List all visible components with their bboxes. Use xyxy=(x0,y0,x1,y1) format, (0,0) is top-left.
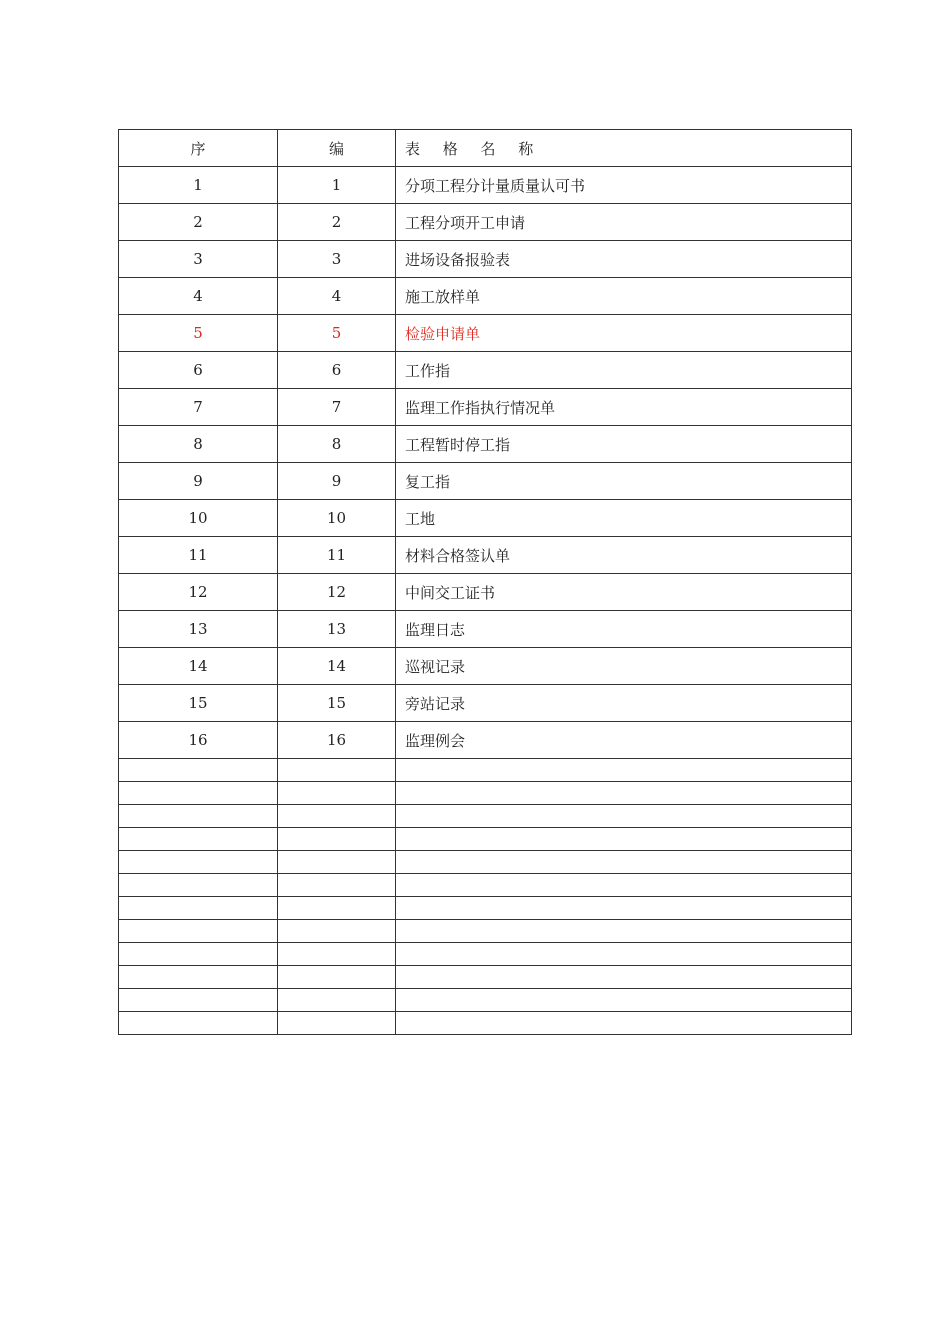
row-code: 13 xyxy=(278,611,396,648)
empty-cell xyxy=(119,782,278,805)
empty-cell xyxy=(278,874,396,897)
table-row xyxy=(119,685,852,722)
table-row xyxy=(119,315,852,352)
empty-row xyxy=(119,805,852,828)
empty-cell xyxy=(278,851,396,874)
row-name: 工程暂时停工指 xyxy=(396,426,852,463)
empty-cell xyxy=(278,989,396,1012)
row-code: 8 xyxy=(278,426,396,463)
row-seq: 4 xyxy=(119,278,278,315)
empty-row xyxy=(119,966,852,989)
empty-cell xyxy=(396,1012,852,1035)
row-name: 监理日志 xyxy=(396,611,852,648)
row-seq: 15 xyxy=(119,685,278,722)
row-name: 中间交工证书 xyxy=(396,574,852,611)
empty-row xyxy=(119,920,852,943)
empty-cell xyxy=(119,943,278,966)
empty-cell xyxy=(119,805,278,828)
empty-row xyxy=(119,943,852,966)
empty-cell xyxy=(396,851,852,874)
empty-cell xyxy=(119,1012,278,1035)
row-code: 4 xyxy=(278,278,396,315)
table-row xyxy=(119,167,852,204)
row-name: 分项工程分计量质量认可书 xyxy=(396,167,852,204)
row-name: 施工放样单 xyxy=(396,278,852,315)
empty-cell xyxy=(278,943,396,966)
empty-cell xyxy=(396,943,852,966)
empty-cell xyxy=(278,828,396,851)
row-name: 检验申请单 xyxy=(396,315,852,352)
row-code: 6 xyxy=(278,352,396,389)
row-seq: 7 xyxy=(119,389,278,426)
row-seq: 14 xyxy=(119,648,278,685)
empty-cell xyxy=(396,828,852,851)
empty-cell xyxy=(278,782,396,805)
row-name: 进场设备报验表 xyxy=(396,241,852,278)
form-list-table xyxy=(118,129,852,1035)
empty-cell xyxy=(396,759,852,782)
table-row xyxy=(119,352,852,389)
header-row xyxy=(119,130,852,167)
row-seq: 5 xyxy=(119,315,278,352)
row-name: 旁站记录 xyxy=(396,685,852,722)
row-name: 工地 xyxy=(396,500,852,537)
header-code: 编 xyxy=(278,130,396,167)
row-seq: 10 xyxy=(119,500,278,537)
row-name: 工程分项开工申请 xyxy=(396,204,852,241)
row-code: 15 xyxy=(278,685,396,722)
row-name: 监理例会 xyxy=(396,722,852,759)
empty-cell xyxy=(396,989,852,1012)
row-name: 工作指 xyxy=(396,352,852,389)
row-name: 材料合格签认单 xyxy=(396,537,852,574)
table-row xyxy=(119,574,852,611)
empty-cell xyxy=(396,897,852,920)
table-row xyxy=(119,611,852,648)
empty-cell xyxy=(278,920,396,943)
table-row xyxy=(119,278,852,315)
table-row xyxy=(119,241,852,278)
row-seq: 9 xyxy=(119,463,278,500)
row-seq: 16 xyxy=(119,722,278,759)
empty-cell xyxy=(119,897,278,920)
empty-row xyxy=(119,989,852,1012)
row-code: 16 xyxy=(278,722,396,759)
table-row xyxy=(119,648,852,685)
empty-row xyxy=(119,897,852,920)
row-code: 9 xyxy=(278,463,396,500)
row-code: 12 xyxy=(278,574,396,611)
table-row xyxy=(119,500,852,537)
row-code: 2 xyxy=(278,204,396,241)
empty-row xyxy=(119,759,852,782)
empty-row xyxy=(119,851,852,874)
row-code: 10 xyxy=(278,500,396,537)
row-seq: 1 xyxy=(119,167,278,204)
row-seq: 6 xyxy=(119,352,278,389)
row-name: 巡视记录 xyxy=(396,648,852,685)
row-seq: 13 xyxy=(119,611,278,648)
table-row xyxy=(119,537,852,574)
empty-cell xyxy=(396,966,852,989)
empty-cell xyxy=(119,759,278,782)
row-code: 5 xyxy=(278,315,396,352)
table-row xyxy=(119,204,852,241)
row-code: 7 xyxy=(278,389,396,426)
table-row xyxy=(119,389,852,426)
empty-row xyxy=(119,828,852,851)
row-seq: 8 xyxy=(119,426,278,463)
empty-cell xyxy=(396,782,852,805)
row-code: 11 xyxy=(278,537,396,574)
header-name: 表 格 名 称 xyxy=(396,130,852,167)
row-seq: 11 xyxy=(119,537,278,574)
row-seq: 2 xyxy=(119,204,278,241)
empty-row xyxy=(119,874,852,897)
row-seq: 3 xyxy=(119,241,278,278)
empty-cell xyxy=(396,805,852,828)
empty-cell xyxy=(278,966,396,989)
empty-cell xyxy=(278,897,396,920)
table-row xyxy=(119,722,852,759)
empty-cell xyxy=(119,966,278,989)
empty-cell xyxy=(278,759,396,782)
row-code: 3 xyxy=(278,241,396,278)
table-row xyxy=(119,426,852,463)
empty-cell xyxy=(119,989,278,1012)
row-name: 复工指 xyxy=(396,463,852,500)
empty-cell xyxy=(119,920,278,943)
row-name: 监理工作指执行情况单 xyxy=(396,389,852,426)
empty-cell xyxy=(278,1012,396,1035)
empty-cell xyxy=(119,851,278,874)
row-seq: 12 xyxy=(119,574,278,611)
empty-cell xyxy=(396,920,852,943)
empty-row xyxy=(119,782,852,805)
empty-cell xyxy=(119,874,278,897)
empty-cell xyxy=(119,828,278,851)
row-code: 1 xyxy=(278,167,396,204)
empty-cell xyxy=(278,805,396,828)
empty-row xyxy=(119,1012,852,1035)
empty-cell xyxy=(396,874,852,897)
table-row xyxy=(119,463,852,500)
row-code: 14 xyxy=(278,648,396,685)
header-seq: 序 xyxy=(119,130,278,167)
